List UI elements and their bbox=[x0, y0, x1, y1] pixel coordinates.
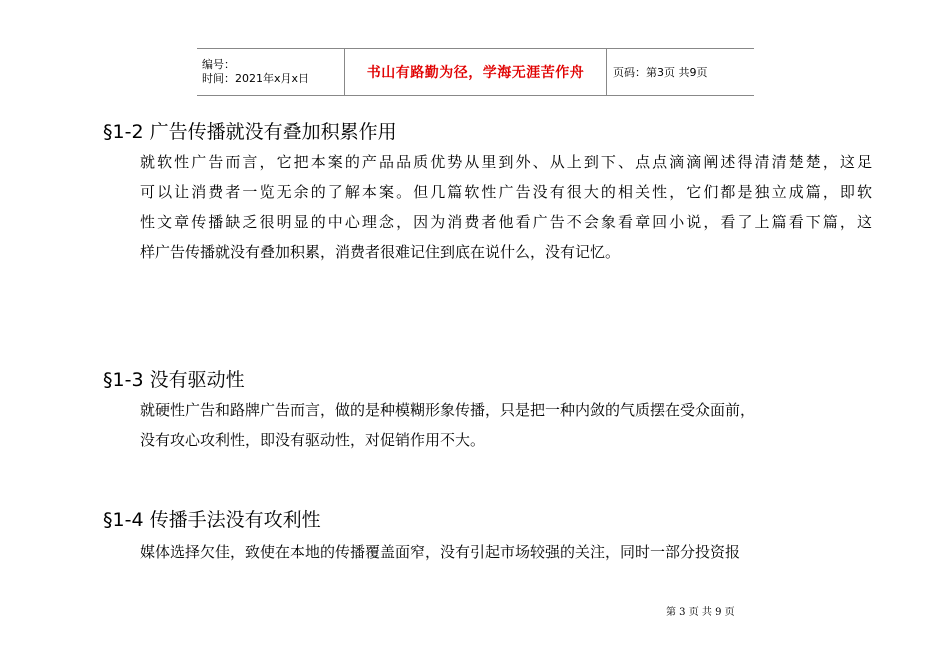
paragraph-line: 媒体选择欠佳，致使在本地的传播覆盖面窄，没有引起市场较强的关注，同时一部分投资报 bbox=[140, 543, 741, 561]
header-motto: 书山有路勤为径，学海无涯苦作舟 bbox=[366, 65, 585, 81]
header-number-label: 编号： bbox=[202, 58, 235, 71]
section-body-1-4 bbox=[140, 537, 872, 567]
paragraph-line: 性文章传播缺乏很明显的中心理念，因为消费者他看广告不会象看章回小说，看了上篇看下篇，这 bbox=[140, 213, 872, 231]
header-meta-cell bbox=[197, 49, 345, 96]
paragraph-line: 就硬性广告和路牌广告而言，做的是种模糊形象传播，只是把一种内敛的气质摆在受众面前， bbox=[140, 401, 756, 419]
paragraph-line: 就软性广告而言，它把本案的产品品质优势从里到外、从上到下、点点滴滴阐述得清清楚楚，这足 bbox=[140, 153, 872, 171]
section-body-1-3 bbox=[140, 395, 872, 455]
paragraph-line: 可以让消费者一览无余的了解本案。但几篇软性广告没有很大的相关性，它们都是独立成篇，即软 bbox=[140, 183, 872, 201]
paragraph-line: 没有攻心攻利性，即没有驱动性，对促销作用不大。 bbox=[140, 431, 486, 449]
paragraph-line: 样广告传播就没有叠加积累，消费者很难记住到底在说什么，没有记忆。 bbox=[140, 243, 621, 261]
header-motto-cell bbox=[345, 49, 607, 96]
header-time-label: 时间：2021年x月x日 bbox=[202, 72, 310, 85]
section-heading-1-4: §1-4 传播手法没有攻利性 bbox=[103, 509, 321, 531]
section-body-1-2 bbox=[140, 147, 872, 267]
section-heading-1-3: §1-3 没有驱动性 bbox=[103, 369, 245, 391]
header-page-code: 页码：第3页 共9页 bbox=[607, 49, 755, 96]
document-header bbox=[197, 48, 754, 96]
page-footer: 第 3 页 共 9 页 bbox=[666, 607, 735, 618]
section-heading-1-2: §1-2 广告传播就没有叠加积累作用 bbox=[103, 121, 397, 143]
